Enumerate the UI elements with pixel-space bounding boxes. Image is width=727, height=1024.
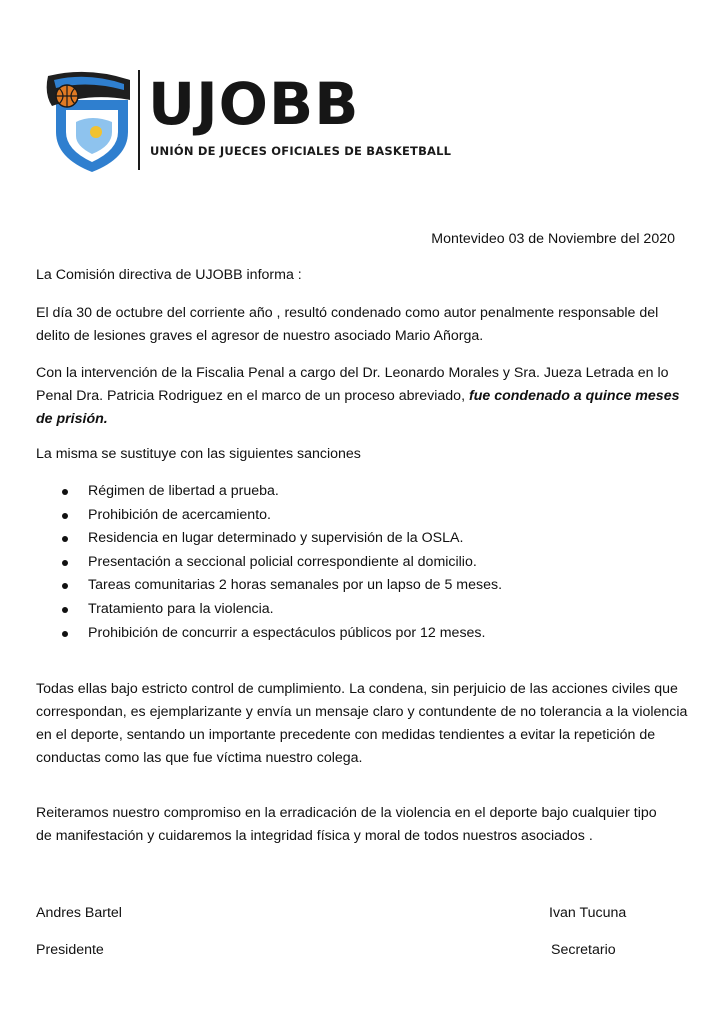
- list-item-text: Régimen de libertad a prueba.: [88, 483, 279, 499]
- list-item: [62, 574, 502, 598]
- list-item: [62, 551, 502, 575]
- paragraph-proceedings-text: Con la intervención de la Fiscalia Penal a cargo del Dr. Leonardo Morales y Sra. Jueza Letrada en lo Penal Dra. Patricia Rodriguez en el marco de un proceso abreviado,: [36, 365, 669, 404]
- letter-date: Montevideo 03 de Noviembre del 2020: [431, 231, 675, 247]
- list-item: [62, 504, 502, 528]
- bullet-icon: [62, 560, 68, 566]
- paragraph-commitment: Reiteramos nuestro compromiso en la erradicación de la violencia en el deporte bajo cualquier tipo de manifestación y cuidaremos la integridad física y moral de todos nuestros asociados .: [36, 805, 657, 844]
- list-item: [62, 622, 502, 646]
- paragraph-conviction: El día 30 de octubre del corriente año , resultó condenado como autor penalmente responsable del delito de lesiones graves el agresor de nuestro asociado Mario Añorga.: [36, 305, 659, 344]
- sanctions-intro: La misma se sustituye con las siguientes sanciones: [36, 446, 361, 462]
- list-item-text: Presentación a seccional policial correspondiente al domicilio.: [88, 553, 477, 570]
- list-item-text: Residencia en lugar determinado y supervisión de la OSLA.: [88, 530, 464, 547]
- signature-name-president: Andres Bartel: [36, 905, 122, 921]
- list-item: [62, 598, 502, 622]
- paragraph-compliance: Todas ellas bajo estricto control de cumplimiento. La condena, sin perjuicio de las acciones civiles que correspondan, es ejemplarizante y envía un mensaje claro y contundente de no tolerancia a la violencia en el deporte, sentando un importante precedente con medidas tendientes a evitar la repetición de conductas como las que fue víctima nuestro colega.: [36, 681, 688, 766]
- bullet-icon: [62, 536, 68, 542]
- signature-role-president: Presidente: [36, 942, 104, 958]
- bullet-icon: [62, 607, 68, 613]
- bullet-icon: [62, 631, 68, 637]
- bullet-icon: [62, 513, 68, 519]
- logo-divider: [138, 70, 140, 170]
- list-item-text: Prohibición de concurrir a espectáculos públicos por 12 meses.: [88, 624, 486, 641]
- signature-name-secretary: Ivan Tucuna: [549, 905, 627, 921]
- list-item-text: Prohibición de acercamiento.: [88, 506, 271, 523]
- list-item: [62, 480, 502, 504]
- paragraph-proceedings: [36, 362, 686, 431]
- ujobb-logo: [42, 66, 452, 176]
- letter-intro: La Comisión directiva de UJOBB informa :: [36, 267, 302, 283]
- list-item-text: Tratamiento para la violencia.: [88, 600, 274, 617]
- list-item-text: Tareas comunitarias 2 horas semanales por un lapso de 5 meses.: [88, 577, 503, 594]
- sanctions-list: [62, 480, 502, 645]
- referee-whistle-shield-icon: [42, 66, 134, 174]
- logo-subtitle: UNIÓN DE JUECES OFICIALES DE BASKETBALL: [150, 144, 452, 158]
- signature-role-secretary: Secretario: [551, 942, 616, 958]
- logo-name: UJOBB: [148, 70, 360, 138]
- sentence-highlight: fue condenado a quince meses de prisión.: [36, 388, 680, 427]
- bullet-icon: [62, 583, 68, 589]
- list-item: [62, 527, 502, 551]
- bullet-icon: [62, 489, 68, 495]
